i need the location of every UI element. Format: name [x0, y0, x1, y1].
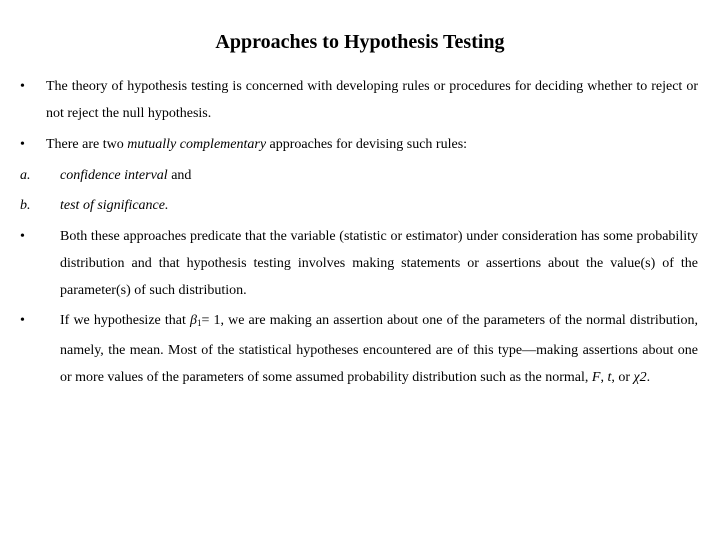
- bullet-item-approaches-predicate: [20, 223, 698, 304]
- bullet-text: The theory of hypothesis testing is concerned with developing rules or procedures for deciding whether to reject or not reject the null hypothesis.: [46, 79, 698, 121]
- list-marker: b.: [20, 198, 31, 213]
- bullet-marker: •: [20, 137, 25, 152]
- f-distribution: F: [591, 370, 601, 385]
- bullet-text: Both these approaches predicate that the variable (statistic or estimator) under consideration has some probability distribution and that hypothesis testing involves making statements or assertions about the value(s) of the parameter(s) of such distribution.: [60, 229, 698, 298]
- list-marker: a.: [20, 168, 31, 183]
- emphasis-text: mutually complementary: [127, 137, 267, 152]
- t-distribution: t: [607, 370, 612, 385]
- bullet-text: There are two mutually complementary approaches for devising such rules:: [46, 137, 468, 152]
- list-item-test-of-significance: [20, 192, 698, 219]
- bullet-marker: •: [20, 313, 25, 328]
- list-text: confidence interval and: [60, 168, 192, 183]
- beta-subscript: 1: [196, 318, 202, 328]
- bullet-text: If we hypothesize that $\beta_1= 1$, we are making an assertion about one of the parameters of the normal distribution, namely, the mean. Most of the statistical hypotheses encountered are of this type—making assertions about one or more values of the parameters of some assumed probability distribution such as the normal, F, t, or χ2.: [60, 313, 698, 385]
- bullet-marker: •: [20, 229, 25, 244]
- list-item-confidence-interval: [20, 162, 698, 189]
- bullet-marker: •: [20, 79, 25, 94]
- chi-square-distribution: χ2: [633, 370, 647, 385]
- list-text: test of significance.: [60, 198, 169, 213]
- beta-symbol: β: [189, 313, 197, 328]
- bullet-item-theory: [20, 73, 698, 127]
- slide-title: Approaches to Hypothesis Testing: [215, 31, 505, 53]
- bullet-item-two-approaches: [20, 131, 698, 158]
- bullet-item-hypothesize: [20, 307, 698, 415]
